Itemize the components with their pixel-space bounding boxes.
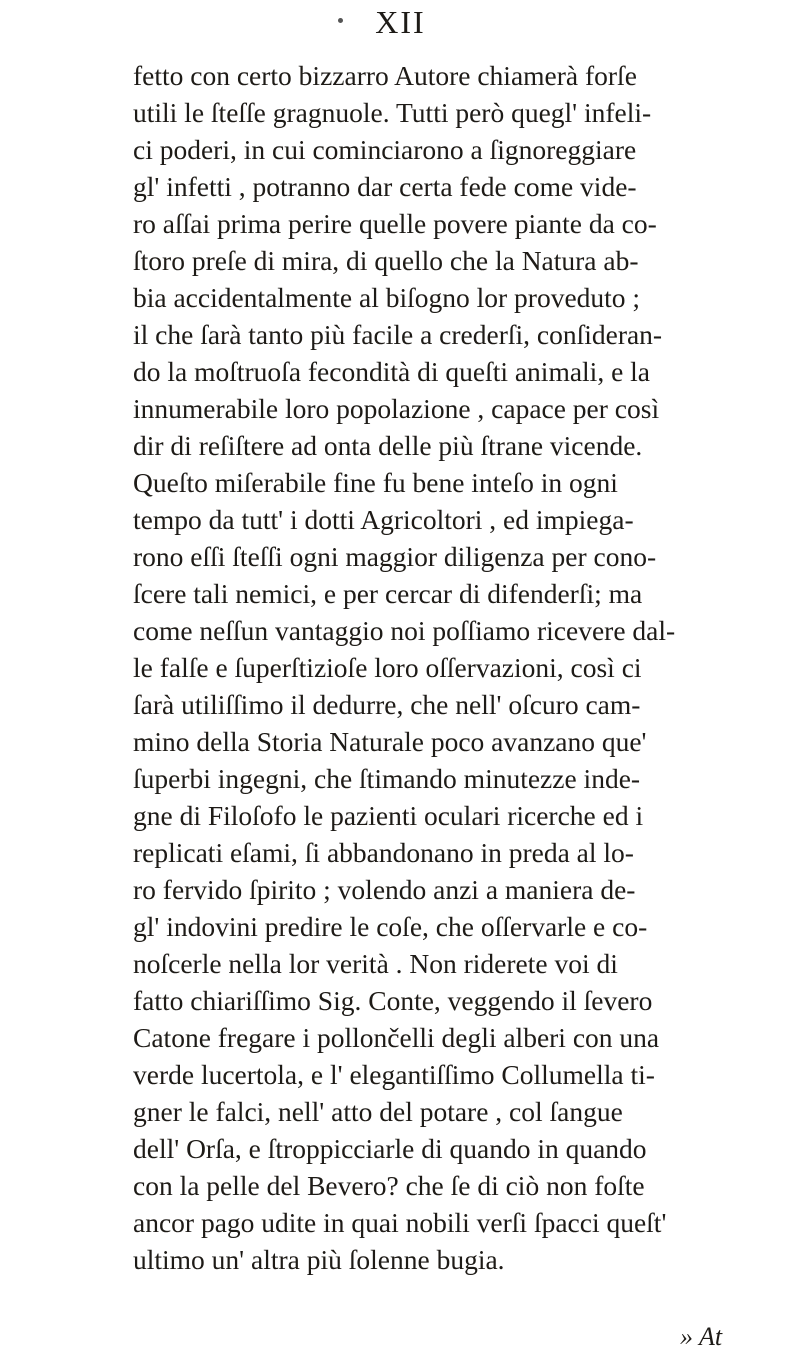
text-line: dir di reſiſtere ad onta delle più ſtrane vicende. bbox=[133, 430, 643, 461]
text-line: rono eſſi ſteſſi ogni maggior diligenza per cono- bbox=[133, 541, 657, 572]
text-line: con la pelle del Bevero? che ſe di ciò non foſte bbox=[133, 1170, 645, 1201]
text-line: replicati eſami, ſi abbandonano in preda al lo- bbox=[133, 837, 634, 868]
text-line: come neſſun vantaggio noi poſſiamo ricevere dal- bbox=[133, 615, 676, 646]
text-line: ci poderi, in cui cominciarono a ſignoreggiare bbox=[133, 134, 637, 165]
text-line: verde lucertola, e l' elegantiſſimo Collumella ti- bbox=[133, 1059, 655, 1090]
text-line: Queſto miſerabile fine fu bene inteſo in ogni bbox=[133, 467, 618, 498]
text-line: utili le ſteſſe gragnuole. Tutti però quegl' infeli- bbox=[133, 97, 652, 128]
text-line: ro fervido ſpirito ; volendo anzi a maniera de- bbox=[133, 874, 636, 905]
text-line: bia accidentalmente al biſogno lor proveduto ; bbox=[133, 282, 641, 313]
text-line: do la moſtruoſa fecondità di queſti animali, e la bbox=[133, 356, 650, 387]
text-line: ancor pago udite in quai nobili verſi ſpacci queſt' bbox=[133, 1207, 667, 1238]
text-line: ſcere tali nemici, e per cercar di difenderſi; ma bbox=[133, 578, 643, 609]
header-dot bbox=[338, 18, 343, 23]
text-line: Catone fregare i pollončelli degli alberi con una bbox=[133, 1022, 660, 1053]
text-line: le falſe e ſuperſtizioſe loro oſſervazioni, così ci bbox=[133, 652, 642, 683]
text-line: mino della Storia Naturale poco avanzano que' bbox=[133, 726, 647, 757]
text-line: gl' indovini predire le coſe, che oſſervarle e co- bbox=[133, 911, 648, 942]
catchword: » At bbox=[680, 1322, 723, 1351]
page-header bbox=[0, 4, 801, 41]
text-line: il che ſarà tanto più facile a crederſi, conſideran- bbox=[133, 319, 663, 350]
text-line: gl' infetti , potranno dar certa fede come vide- bbox=[133, 171, 637, 202]
text-line: noſcerle nella lor verità . Non riderete voi di bbox=[133, 948, 618, 979]
text-line: ro aſſai prima perire quelle povere piante da co- bbox=[133, 208, 657, 239]
text-line: ultimo un' altra più ſolenne bugia. bbox=[133, 1244, 505, 1275]
page-number: XII bbox=[375, 4, 426, 40]
text-line: innumerabile loro popolazione , capace per così bbox=[133, 393, 660, 424]
text-line: tempo da tutt' i dotti Agricoltori , ed impiega- bbox=[133, 504, 634, 535]
text-line: fetto con certo bizzarro Autore chiamerà forſe bbox=[133, 60, 637, 91]
text-line: ſuperbi ingegni, che ſtimando minutezze inde- bbox=[133, 763, 641, 794]
text-line: fatto chiariſſimo Sig. Conte, veggendo il ſevero bbox=[133, 985, 653, 1016]
text-line: ſarà utiliſſimo il dedurre, che nell' oſcuro cam- bbox=[133, 689, 641, 720]
text-line: dell' Orſa, e ſtroppicciarle di quando in quando bbox=[133, 1133, 647, 1164]
text-line: gne di Filoſofo le pazienti oculari ricerche ed i bbox=[133, 800, 644, 831]
text-line: gner le falci, nell' atto del potare , col ſangue bbox=[133, 1096, 623, 1127]
text-line: ſtoro preſe di mira, di quello che la Natura ab- bbox=[133, 245, 639, 276]
